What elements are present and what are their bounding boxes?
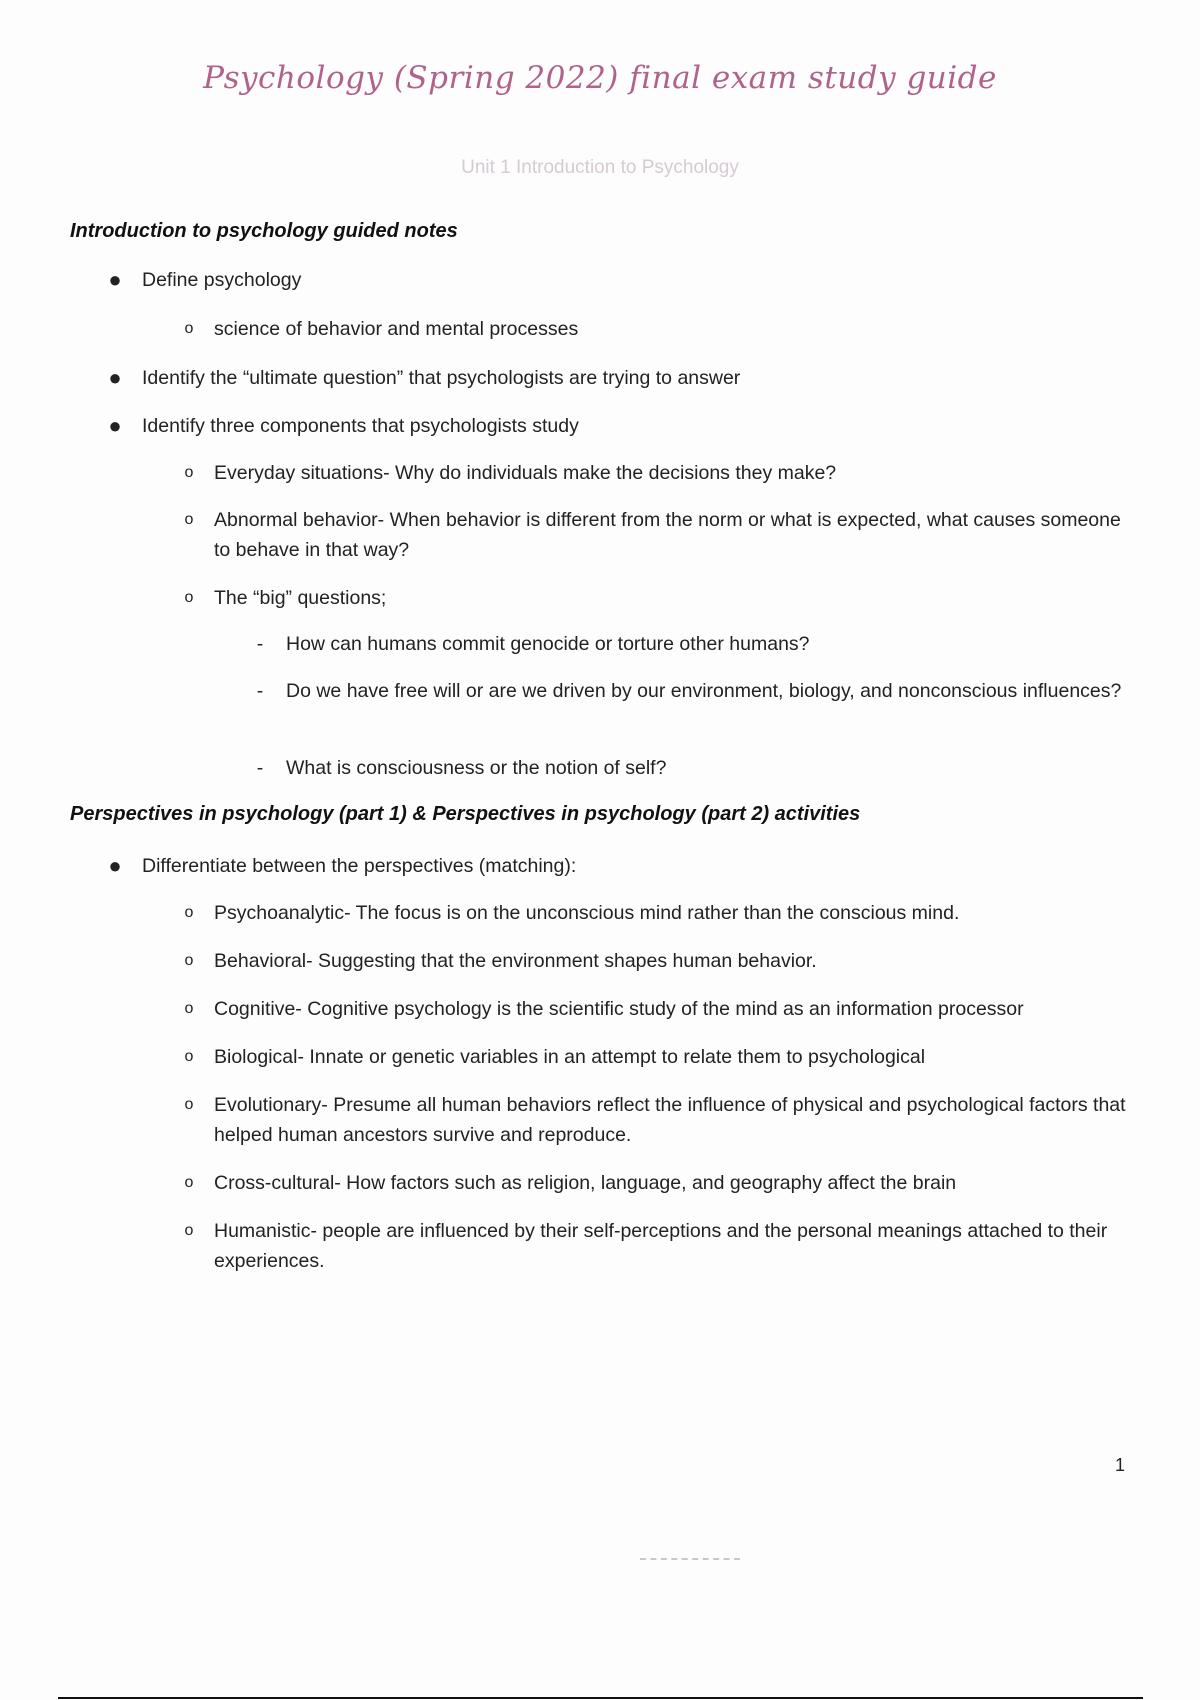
list-item-text: The “big” questions; xyxy=(214,587,387,609)
list-item xyxy=(184,898,1134,928)
circle-marker: o xyxy=(184,1096,194,1113)
list-item-text: Evolutionary- Presume all human behaviors reflect the influence of physical and psychological factors that helped human ancestors survive and reproduce. xyxy=(214,1094,1126,1146)
circle-marker: o xyxy=(184,320,194,337)
list-item xyxy=(108,411,1142,441)
circle-marker: o xyxy=(184,1222,194,1239)
bullet-marker: ● xyxy=(108,853,122,878)
list-item-text: Humanistic- people are influenced by their self-perceptions and the personal meanings attached to their experiences. xyxy=(214,1220,1108,1272)
list-item xyxy=(184,505,1134,565)
footer-rule xyxy=(58,1697,1143,1699)
list-item-text: Biological- Innate or genetic variables in an attempt to relate them to psychological xyxy=(214,1046,926,1068)
circle-marker: o xyxy=(184,952,194,969)
list-item xyxy=(184,1216,1134,1276)
list-item-text: Do we have free will or are we driven by our environment, biology, and nonconscious influences? xyxy=(286,680,1122,702)
list-item xyxy=(184,314,1134,344)
circle-marker: o xyxy=(184,511,194,528)
list-item xyxy=(184,1168,1134,1198)
circle-marker: o xyxy=(184,904,194,921)
dash-marker: - xyxy=(256,633,264,655)
circle-marker: o xyxy=(184,589,194,606)
list-item xyxy=(256,676,1126,706)
circle-marker: o xyxy=(184,464,194,481)
list-item-text: What is consciousness or the notion of self? xyxy=(286,757,667,779)
unit-subtitle: Unit 1 Introduction to Psychology xyxy=(461,157,739,178)
list-item xyxy=(108,851,1142,881)
list-item xyxy=(184,946,1134,976)
section-heading-perspectives: Perspectives in psychology (part 1) & Perspectives in psychology (part 2) activities xyxy=(70,803,861,825)
list-item-text: Identify three components that psychologists study xyxy=(142,415,579,437)
list-item-text: science of behavior and mental processes xyxy=(214,318,579,340)
scan-artifact xyxy=(640,1558,740,1562)
circle-marker: o xyxy=(184,1048,194,1065)
document-title: Psychology (Spring 2022) final exam study guide xyxy=(203,60,997,96)
list-item xyxy=(256,753,1126,783)
list-item xyxy=(184,994,1134,1024)
list-item-text: Define psychology xyxy=(142,269,302,291)
list-item-text: Everyday situations- Why do individuals make the decisions they make? xyxy=(214,462,837,484)
list-item-text: Cross-cultural- How factors such as religion, language, and geography affect the brain xyxy=(214,1172,957,1194)
bullet-marker: ● xyxy=(108,365,122,390)
list-item xyxy=(108,363,1142,393)
list-item-text: Differentiate between the perspectives (matching): xyxy=(142,855,577,877)
list-item-text: Behavioral- Suggesting that the environment shapes human behavior. xyxy=(214,950,817,972)
list-item-text: Cognitive- Cognitive psychology is the scientific study of the mind as an information processor xyxy=(214,998,1024,1020)
bullet-marker: ● xyxy=(108,413,122,438)
list-item xyxy=(184,1042,1134,1072)
list-item xyxy=(184,1090,1134,1150)
dash-marker: - xyxy=(256,680,264,702)
list-item-text: Abnormal behavior- When behavior is different from the norm or what is expected, what causes someone to behave in that way? xyxy=(214,509,1121,561)
circle-marker: o xyxy=(184,1000,194,1017)
list-item-text: How can humans commit genocide or torture other humans? xyxy=(286,633,810,655)
list-item xyxy=(256,629,1126,659)
page-number: 1 xyxy=(1115,1455,1126,1475)
list-item xyxy=(184,583,1134,613)
list-item xyxy=(184,458,1134,488)
list-item xyxy=(108,265,1142,295)
circle-marker: o xyxy=(184,1174,194,1191)
dash-marker: - xyxy=(256,757,264,779)
list-item-text: Identify the “ultimate question” that psychologists are trying to answer xyxy=(142,367,741,389)
list-item-text: Psychoanalytic- The focus is on the unconscious mind rather than the conscious mind. xyxy=(214,902,960,924)
section-heading-introduction: Introduction to psychology guided notes xyxy=(70,220,458,242)
bullet-marker: ● xyxy=(108,267,122,292)
